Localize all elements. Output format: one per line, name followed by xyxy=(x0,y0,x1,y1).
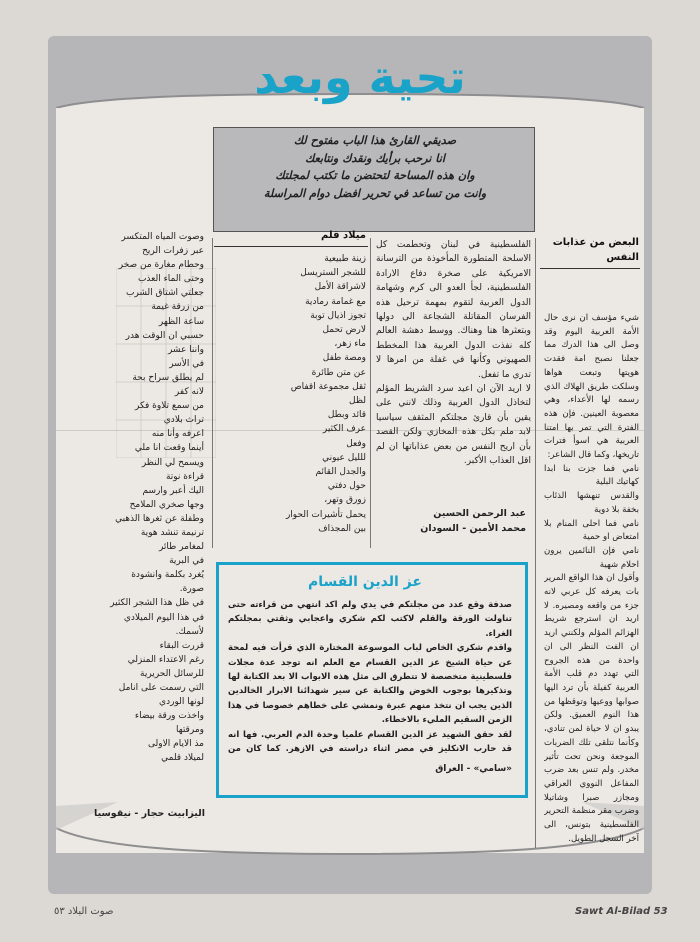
poem-title: ميلاد قلم xyxy=(321,230,366,241)
page-footer-arabic: صوت البلاد ٥٣ xyxy=(54,906,114,917)
editor-note-text: صديقي القارئ هذا الباب مفتوح لك انا نرحب برأيك ونقدك ونتابعك وان هذه المساحة لتحتضن ما تكتب لمجلتك وانت من تساعد في تحرير افضل دوام المراسلة xyxy=(263,133,487,200)
poem-lines-1: زينة طبيعية للشجر الستريسل لاشراقة الأمل مع غمامة رمادية تجوز اذيال توبة لارض تحمل ماء زهر، ومصة طفل عن متن طائرة ثقل مجموعة اقفاص لظل قائد وبطل عرف الكثير وفعل للليل عيوني والجدل القائم حول دفتي زورق وتهر، يحمل تأشيرات الحوار بين المجذاف xyxy=(285,254,366,534)
header-rule xyxy=(540,268,640,269)
section-title: تحية وبعد xyxy=(254,50,466,104)
column-divider xyxy=(370,238,371,548)
reader-letter-body: صدفة وقع عدد من مجلتكم في يدي ولم اكد انتهي من قراءته حتى تناولت الورقة والقلم لاكتب لكم شكري واعجابي وثقتي بمجلتكم الغراء. واقدم شكري الخاص لباب الموسوعة المختارة الذي قرأت فيه لمحة عن حياة الشيخ عز الدين القسام مع العلم انه توجد عدة مجلات فلسطينية متخصصة لا تتطرق الى مثل هذه الابواب الا بعد الكتابة لها وتذكيرها بوجوب الخوض والكتابة عن سير شهدائنا الابرار الخالدين الذين يجب ان نتخذ منهم عبرة ونمشي على خطاهم خصوصا في هذا الزمن السقيم المليء بالاخطاء. لقد حقق الشهيد عز الدين القسام علميا وحدة الدم العربي. فها انه قد حارب الانكليز في مصر اثناء دراسته في الازهر. كما كان من xyxy=(228,600,512,755)
poem-author: اليزابيث حجار - نيقوسيا xyxy=(94,808,205,819)
column-divider xyxy=(535,238,536,848)
article-text-column-2: الفلسطينية في لبنان وتحطمت كل الاسلحة المتطورة المأخوذة من الترسانة الامريكية على صخرة دفاع الارادة الفلسطينية، لجأ العدو الى كرم وشهامة الدول العربية لتقوم بمهمة ترحيل هذه الفرسان المقاتلة الشجاعة الى دولها وبتعثرها هنا وهناك. ووسط دهشة العالم كله نفذت الدول العربية هذا المخطط الصهيوني وكأنها في غفلة من امرها لا تدري ما تفعل. لا اريد الآن ان اعيد سرد الشريط المؤلم لتخاذل الدول العربية وذلك لانني على يقين بأن قارئ مجلتكم المثقف سياسيا لابد ملم بكل هذه المخازي ولكن القصد بأن اريح النفس من بعض عذاباتها ان لم اقل العذاب الأكبر. xyxy=(376,240,531,467)
reader-letter-signature: «سامي» - العراق xyxy=(435,764,512,774)
reader-letter-title: عز الدين القسام xyxy=(308,574,422,590)
article-text-column-1: شيء مؤسف ان نرى حال الأمة العربية اليوم وقد وصل الى هذا الدرك مما جعلنا نصبح امة فقدت هويتها وتبعت هواها وسلكت طريق الهلاك الذي رسمه لها الأعداء، وهي معصوبة العينين. فإن هذه الفترة التي تمر بها امتنا العربية هي اسوأ فترات تاريخها، وكما قال الشاعر: نامي فما جزت بنا ابدا كهاتيك البلية والقدس تنهشها الذئاب بخفة بلا دوية نامي فما احلى المنام بلا امتعاض او حمية نامي فإن النائمين يرون احلام شهية وأقول ان هذا الواقع المرير بات يعرفه كل عربي لانه جزء من واقعه ومصيره. لا اريد ان استرجع شريط الهزائم المؤلم ولكنني اريد ان الفت النظر الى ان واحدة من هذه الجروح التي تهدد دم قلب الأمة العربية كفيلة بأن ترد اليها صوابها ووعيها وتوقظها من هذا النوم العميق. ولكن يبدو ان لا حياة لمن تنادي، وكأنما نتلقى تلك الضربات الموجعة ونحن تحت تأثير مخدر. ولم تنس بعد ضرب المفاعل النووي العراقي ومجازر صبرا وشاتيلا وضرب مقر منظمة التحرير الفلسطينية بتونس، الى آخر السجل الطويل. xyxy=(544,313,639,844)
article-title: البعض من عذابات النفس xyxy=(552,237,639,263)
article-author: عبد الرحمن الحسين محمد الأمين - السودان xyxy=(420,508,526,534)
poem-lines-2: وصوت المياه المتكسر عبر زفرات الريح وحطام مغارة من صخر وحتى الماء العذب جعلتي اشتاق الشرب من زرقة غيمة ساعة الظهر حسبي ان الوقت هدر واننا عشر في الأسر لم يطلق سراح بحة لانه كفر من سمع تلاوة فكر تراث بلادي اعرفه وأنا منه أينما وقعت انا ملي ويسمح لي النظر قراءة نوتة اليك أعبر وارسم وجها صخري الملامح وطفلة عن ثغرها الذهبي ترنيمة تنشد هوية لمغامر طائر في البرية يُغرد بكلمة وانشودة صورة. في ظل هذا الشجر الكثير في هذا اليوم الميلادي لأسمك. قررت البقاء رغم الاعتداء المنزلي للرسائل الحريرية التي رسمت على انامل لونها الوردي واخذت ورقة بيضاء ومرقتها مذ الايام الاولى لميلاد قلمي xyxy=(110,232,204,764)
page-footer-latin: Sawt Al-Bilad 53 xyxy=(575,906,668,917)
header-rule xyxy=(214,246,368,247)
